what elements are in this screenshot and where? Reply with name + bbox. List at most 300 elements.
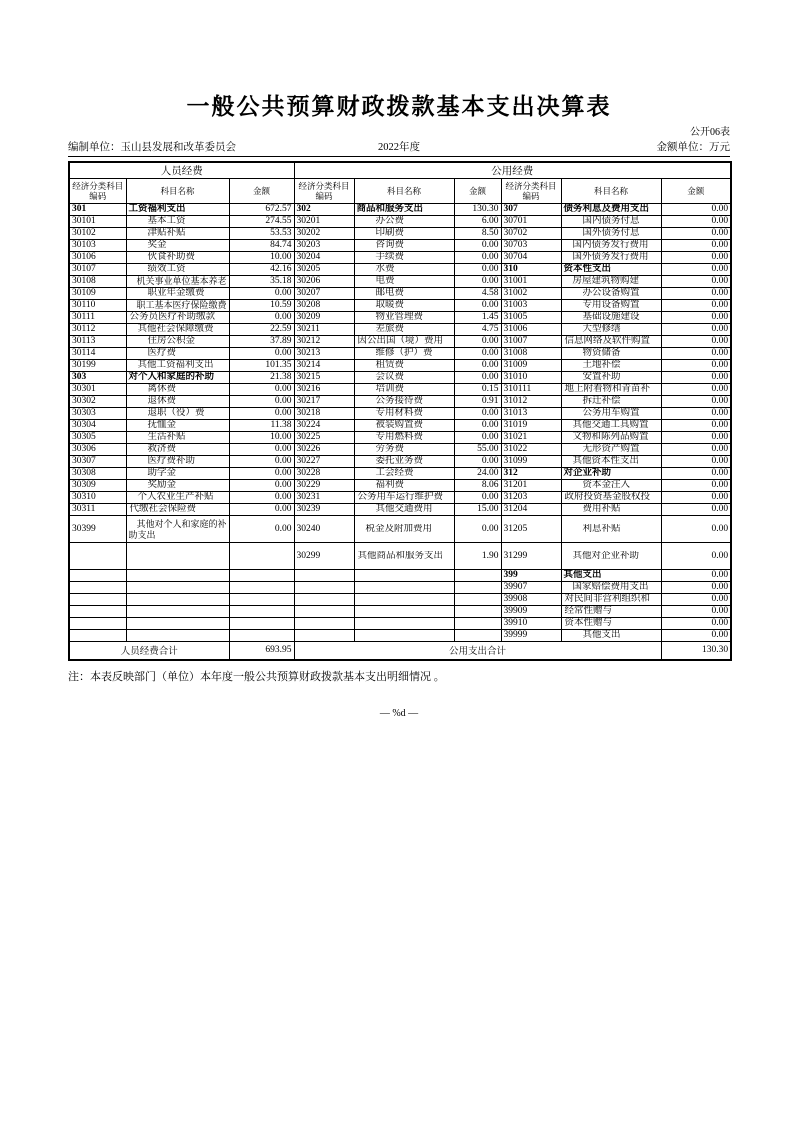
cell-amount: 0.00: [661, 372, 731, 384]
cell-code: 31001: [501, 276, 561, 288]
cell-amount: 8.50: [454, 228, 501, 240]
cell-code: 30212: [294, 336, 354, 348]
cell-amount: 0.00: [661, 396, 731, 408]
cell-code: 30110: [69, 300, 126, 312]
cell-amount: 0.00: [661, 606, 731, 618]
cell-name: 文物和陈列品购置: [561, 432, 661, 444]
cell-amount: 0.00: [661, 228, 731, 240]
table-row: [69, 432, 731, 444]
cell-code: 30103: [69, 240, 126, 252]
cell-name: 债务利息及费用支出: [561, 204, 661, 216]
cell-code: 399: [501, 570, 561, 582]
cell-name: 公务员医疗补助缴款: [126, 312, 229, 324]
cell-amount: 672.57: [229, 204, 294, 216]
cell-code: 30225: [294, 432, 354, 444]
cell-amount: 0.00: [661, 618, 731, 630]
cell-amount: 0.00: [661, 276, 731, 288]
column-header: 科目名称: [354, 179, 454, 204]
cell-amount: 0.00: [454, 348, 501, 360]
table-row: [69, 492, 731, 504]
cell-name: 其他对企业补助: [561, 543, 661, 570]
cell-name: 印刷费: [354, 228, 454, 240]
cell-code: 30108: [69, 276, 126, 288]
cell-name: [354, 570, 454, 582]
cell-name: [126, 594, 229, 606]
cell-code: 30305: [69, 432, 126, 444]
cell-amount: 0.15: [454, 384, 501, 396]
cell-code: [69, 570, 126, 582]
column-header-row: [69, 179, 731, 204]
cell-amount: 0.00: [661, 312, 731, 324]
cell-name: 培训费: [354, 384, 454, 396]
cell-code: 30204: [294, 252, 354, 264]
cell-amount: 10.00: [229, 432, 294, 444]
cell-name: 对企业补助: [561, 468, 661, 480]
cell-amount: 0.00: [229, 396, 294, 408]
cell-code: 30113: [69, 336, 126, 348]
table-row: [69, 204, 731, 216]
cell-name: 会议费: [354, 372, 454, 384]
cell-name: [354, 630, 454, 642]
table-footer-row: [69, 642, 731, 660]
cell-amount: 0.00: [661, 468, 731, 480]
table-row: [69, 348, 731, 360]
cell-code: 30240: [294, 516, 354, 543]
cell-name: 资本性支出: [561, 264, 661, 276]
cell-code: 31013: [501, 408, 561, 420]
cell-amount: 130.30: [454, 204, 501, 216]
table-row: [69, 360, 731, 372]
cell-name: [126, 570, 229, 582]
cell-amount: 0.00: [229, 480, 294, 492]
table-row: [69, 312, 731, 324]
cell-name: 委托业务费: [354, 456, 454, 468]
cell-code: [69, 630, 126, 642]
cell-code: 30207: [294, 288, 354, 300]
cell-code: 30239: [294, 504, 354, 516]
cell-code: 30101: [69, 216, 126, 228]
cell-code: 30217: [294, 396, 354, 408]
cell-amount: 0.00: [454, 300, 501, 312]
cell-code: 31012: [501, 396, 561, 408]
table-row: [69, 336, 731, 348]
cell-code: 30112: [69, 324, 126, 336]
cell-name: 利息补贴: [561, 516, 661, 543]
column-header: 金额: [661, 179, 731, 204]
table-body: [69, 204, 731, 642]
table-row: [69, 516, 731, 543]
table-row: [69, 240, 731, 252]
cell-amount: 0.00: [661, 240, 731, 252]
cell-code: 30704: [501, 252, 561, 264]
cell-code: 39907: [501, 582, 561, 594]
table-row: [69, 408, 731, 420]
cell-name: 工会经费: [354, 468, 454, 480]
table-row: [69, 630, 731, 642]
cell-code: 30216: [294, 384, 354, 396]
cell-amount: [454, 630, 501, 642]
cell-amount: 0.00: [661, 204, 731, 216]
cell-amount: 0.00: [661, 216, 731, 228]
cell-code: [69, 606, 126, 618]
cell-amount: [454, 594, 501, 606]
cell-amount: 0.00: [661, 594, 731, 606]
cell-name: 绩效工资: [126, 264, 229, 276]
cell-code: 30299: [294, 543, 354, 570]
cell-name: [126, 543, 229, 570]
cell-name: 其他社会保障缴费: [126, 324, 229, 336]
cell-name: 其他资本性支出: [561, 456, 661, 468]
cell-amount: 0.00: [661, 516, 731, 543]
cell-name: 医疗费: [126, 348, 229, 360]
cell-name: 取暖费: [354, 300, 454, 312]
cell-code: 31003: [501, 300, 561, 312]
cell-amount: 0.00: [661, 444, 731, 456]
cell-amount: 0.00: [661, 288, 731, 300]
cell-amount: 0.00: [661, 630, 731, 642]
cell-code: 310111: [501, 384, 561, 396]
cell-code: 30301: [69, 384, 126, 396]
cell-name: 其他交通费用: [354, 504, 454, 516]
cell-amount: 0.00: [661, 360, 731, 372]
cell-code: 30311: [69, 504, 126, 516]
cell-name: 其他支出: [561, 630, 661, 642]
cell-name: 专用材料费: [354, 408, 454, 420]
cell-name: 对个人和家庭的补助: [126, 372, 229, 384]
cell-amount: 0.00: [454, 516, 501, 543]
cell-amount: [229, 570, 294, 582]
cell-amount: 0.00: [661, 432, 731, 444]
cell-code: 30307: [69, 456, 126, 468]
table-row: [69, 468, 731, 480]
cell-amount: 8.06: [454, 480, 501, 492]
cell-code: 30109: [69, 288, 126, 300]
cell-code: 30306: [69, 444, 126, 456]
cell-code: 31009: [501, 360, 561, 372]
cell-code: 312: [501, 468, 561, 480]
page-title: 一般公共预算财政拨款基本支出决算表: [186, 94, 612, 119]
cell-name: [354, 594, 454, 606]
table-row: [69, 276, 731, 288]
cell-code: 30227: [294, 456, 354, 468]
cell-code: 30702: [501, 228, 561, 240]
cell-name: 对民间非营利组织和: [561, 594, 661, 606]
cell-amount: 0.00: [661, 348, 731, 360]
table-row: [69, 606, 731, 618]
cell-code: 30214: [294, 360, 354, 372]
cell-name: 维修（护）费: [354, 348, 454, 360]
cell-name: 费用补贴: [561, 504, 661, 516]
cell-code: [294, 630, 354, 642]
cell-code: 31022: [501, 444, 561, 456]
cell-amount: 0.00: [229, 504, 294, 516]
cell-code: 30208: [294, 300, 354, 312]
cell-amount: 55.00: [454, 444, 501, 456]
cell-name: 职工基本医疗保险缴费: [126, 300, 229, 312]
table-row: [69, 618, 731, 630]
cell-amount: 4.75: [454, 324, 501, 336]
table-note: 注：本表反映部门（单位）本年度一般公共预算财政拨款基本支出明细情况 。: [68, 670, 445, 683]
table-row: [69, 444, 731, 456]
cell-amount: 0.00: [229, 312, 294, 324]
personnel-total-label: 人员经费合计: [69, 642, 229, 660]
cell-amount: 11.38: [229, 420, 294, 432]
cell-amount: 0.00: [454, 252, 501, 264]
cell-name: 电费: [354, 276, 454, 288]
cell-name: 福利费: [354, 480, 454, 492]
cell-name: 其他交通工具购置: [561, 420, 661, 432]
cell-code: 31005: [501, 312, 561, 324]
cell-amount: 35.18: [229, 276, 294, 288]
cell-code: [294, 618, 354, 630]
cell-amount: 53.53: [229, 228, 294, 240]
cell-name: 国家赔偿费用支出: [561, 582, 661, 594]
cell-code: 31201: [501, 480, 561, 492]
cell-code: 30107: [69, 264, 126, 276]
cell-amount: 101.35: [229, 360, 294, 372]
table-row: [69, 456, 731, 468]
cell-code: [294, 606, 354, 618]
table-row: [69, 570, 731, 582]
cell-name: 租赁费: [354, 360, 454, 372]
cell-code: 39999: [501, 630, 561, 642]
cell-amount: [454, 618, 501, 630]
table-row: [69, 384, 731, 396]
cell-name: 大型修缮: [561, 324, 661, 336]
page-number: — %d —: [379, 707, 419, 719]
column-header: 经济分类科目编码: [69, 179, 126, 204]
cell-amount: [454, 570, 501, 582]
cell-name: 差旅费: [354, 324, 454, 336]
cell-name: 生活补贴: [126, 432, 229, 444]
cell-amount: 0.00: [454, 240, 501, 252]
column-header: 经济分类科目编码: [294, 179, 354, 204]
cell-name: [126, 630, 229, 642]
cell-code: [294, 594, 354, 606]
cell-name: 救济费: [126, 444, 229, 456]
cell-code: 30303: [69, 408, 126, 420]
cell-code: 30205: [294, 264, 354, 276]
cell-amount: 0.00: [454, 336, 501, 348]
document-page: [68, 88, 730, 719]
cell-code: 31007: [501, 336, 561, 348]
cell-name: 其他商品和服务支出: [354, 543, 454, 570]
cell-code: 30226: [294, 444, 354, 456]
cell-name: 公务用车购置: [561, 408, 661, 420]
cell-amount: [229, 594, 294, 606]
prepared-by: 编制单位：玉山县发展和改革委员会: [68, 142, 236, 153]
cell-amount: 0.00: [661, 300, 731, 312]
cell-amount: 0.00: [229, 408, 294, 420]
table-row: [69, 396, 731, 408]
cell-name: 地上附着物和青苗补: [561, 384, 661, 396]
cell-amount: 0.00: [454, 420, 501, 432]
cell-name: 办公费: [354, 216, 454, 228]
cell-amount: 0.00: [454, 264, 501, 276]
cell-name: 房屋建筑物购建: [561, 276, 661, 288]
cell-name: 医疗费补助: [126, 456, 229, 468]
fiscal-year: 2022年度: [378, 142, 420, 153]
cell-name: [354, 606, 454, 618]
cell-name: 基础设施建设: [561, 312, 661, 324]
cell-amount: [229, 582, 294, 594]
cell-name: 伙食补助费: [126, 252, 229, 264]
public-total-label: 公用支出合计: [294, 642, 661, 660]
cell-code: 30209: [294, 312, 354, 324]
amount-unit: 金额单位：万元: [656, 142, 730, 153]
group-header-row: [69, 162, 731, 179]
personnel-total-value: 693.95: [229, 642, 294, 660]
cell-code: 31002: [501, 288, 561, 300]
cell-code: 31204: [501, 504, 561, 516]
cell-name: 机关事业单位基本养老: [126, 276, 229, 288]
cell-code: 31019: [501, 420, 561, 432]
table-row: [69, 300, 731, 312]
cell-code: 30399: [69, 516, 126, 543]
cell-name: 办公设备购置: [561, 288, 661, 300]
cell-code: 310: [501, 264, 561, 276]
table-row: [69, 480, 731, 492]
cell-code: 31008: [501, 348, 561, 360]
cell-name: [354, 582, 454, 594]
cell-code: 31099: [501, 456, 561, 468]
cell-amount: 0.00: [661, 252, 731, 264]
cell-code: 31006: [501, 324, 561, 336]
cell-code: 30309: [69, 480, 126, 492]
table-row: [69, 228, 731, 240]
cell-name: 住房公积金: [126, 336, 229, 348]
cell-code: 307: [501, 204, 561, 216]
cell-code: 30102: [69, 228, 126, 240]
table-row: [69, 504, 731, 516]
cell-code: 30703: [501, 240, 561, 252]
group-header-personnel: 人员经费: [69, 162, 294, 179]
cell-name: [354, 618, 454, 630]
cell-name: 公务接待费: [354, 396, 454, 408]
cell-amount: 0.00: [661, 264, 731, 276]
cell-amount: 4.58: [454, 288, 501, 300]
cell-code: 30304: [69, 420, 126, 432]
cell-amount: 0.00: [454, 372, 501, 384]
cell-name: 物资储备: [561, 348, 661, 360]
cell-name: 安置补助: [561, 372, 661, 384]
cell-code: [69, 543, 126, 570]
cell-name: 经常性赠与: [561, 606, 661, 618]
table-row: [69, 582, 731, 594]
cell-name: 抚恤金: [126, 420, 229, 432]
cell-name: 政府投资基金股权投: [561, 492, 661, 504]
cell-code: 30206: [294, 276, 354, 288]
cell-code: 30106: [69, 252, 126, 264]
cell-name: 被装购置费: [354, 420, 454, 432]
cell-amount: 0.00: [661, 336, 731, 348]
cell-amount: 0.00: [229, 348, 294, 360]
cell-amount: 0.00: [661, 504, 731, 516]
table-row: [69, 216, 731, 228]
cell-amount: [229, 543, 294, 570]
cell-amount: 0.91: [454, 396, 501, 408]
cell-amount: 22.59: [229, 324, 294, 336]
cell-name: 手续费: [354, 252, 454, 264]
cell-code: 30231: [294, 492, 354, 504]
cell-amount: 0.00: [229, 516, 294, 543]
column-header: 金额: [454, 179, 501, 204]
cell-code: 30701: [501, 216, 561, 228]
cell-amount: 0.00: [661, 582, 731, 594]
cell-amount: 0.00: [661, 420, 731, 432]
cell-amount: 0.00: [454, 276, 501, 288]
cell-name: 商品和服务支出: [354, 204, 454, 216]
cell-code: 39908: [501, 594, 561, 606]
cell-name: 离休费: [126, 384, 229, 396]
cell-code: 30310: [69, 492, 126, 504]
cell-amount: 0.00: [454, 408, 501, 420]
cell-name: 国外债务发行费用: [561, 252, 661, 264]
cell-name: 奖金: [126, 240, 229, 252]
public-total-value: 130.30: [661, 642, 731, 660]
cell-amount: 0.00: [661, 408, 731, 420]
cell-code: 30211: [294, 324, 354, 336]
cell-name: 津贴补贴: [126, 228, 229, 240]
table-row: [69, 288, 731, 300]
cell-code: 31205: [501, 516, 561, 543]
cell-code: 30224: [294, 420, 354, 432]
cell-amount: 15.00: [454, 504, 501, 516]
cell-amount: 0.00: [229, 384, 294, 396]
cell-name: 工资福利支出: [126, 204, 229, 216]
cell-name: 税金及附加费用: [354, 516, 454, 543]
cell-code: 39910: [501, 618, 561, 630]
cell-amount: 0.00: [661, 456, 731, 468]
cell-name: 邮电费: [354, 288, 454, 300]
cell-amount: 1.45: [454, 312, 501, 324]
cell-code: 30203: [294, 240, 354, 252]
cell-name: 拆迁补偿: [561, 396, 661, 408]
cell-code: 30213: [294, 348, 354, 360]
cell-name: 因公出国（境）费用: [354, 336, 454, 348]
cell-code: 31010: [501, 372, 561, 384]
cell-name: 信息网络及软件购置: [561, 336, 661, 348]
cell-code: 39909: [501, 606, 561, 618]
cell-name: 国内债务发行费用: [561, 240, 661, 252]
cell-amount: 274.55: [229, 216, 294, 228]
cell-amount: 84.74: [229, 240, 294, 252]
cell-code: 31299: [501, 543, 561, 570]
cell-amount: 0.00: [661, 324, 731, 336]
cell-amount: [229, 618, 294, 630]
cell-amount: 0.00: [229, 444, 294, 456]
cell-code: 302: [294, 204, 354, 216]
cell-amount: 0.00: [661, 570, 731, 582]
cell-name: 劳务费: [354, 444, 454, 456]
table-row: [69, 264, 731, 276]
cell-name: 奖励金: [126, 480, 229, 492]
column-header: 金额: [229, 179, 294, 204]
table-row: [69, 420, 731, 432]
cell-name: 助学金: [126, 468, 229, 480]
cell-name: 国内债务付息: [561, 216, 661, 228]
cell-amount: 37.89: [229, 336, 294, 348]
cell-name: 土地补偿: [561, 360, 661, 372]
cell-name: 无形资产购置: [561, 444, 661, 456]
table-row: [69, 372, 731, 384]
cell-code: 30202: [294, 228, 354, 240]
cell-name: 退休费: [126, 396, 229, 408]
cell-code: 30229: [294, 480, 354, 492]
cell-code: 30218: [294, 408, 354, 420]
cell-name: 咨询费: [354, 240, 454, 252]
cell-amount: [454, 606, 501, 618]
